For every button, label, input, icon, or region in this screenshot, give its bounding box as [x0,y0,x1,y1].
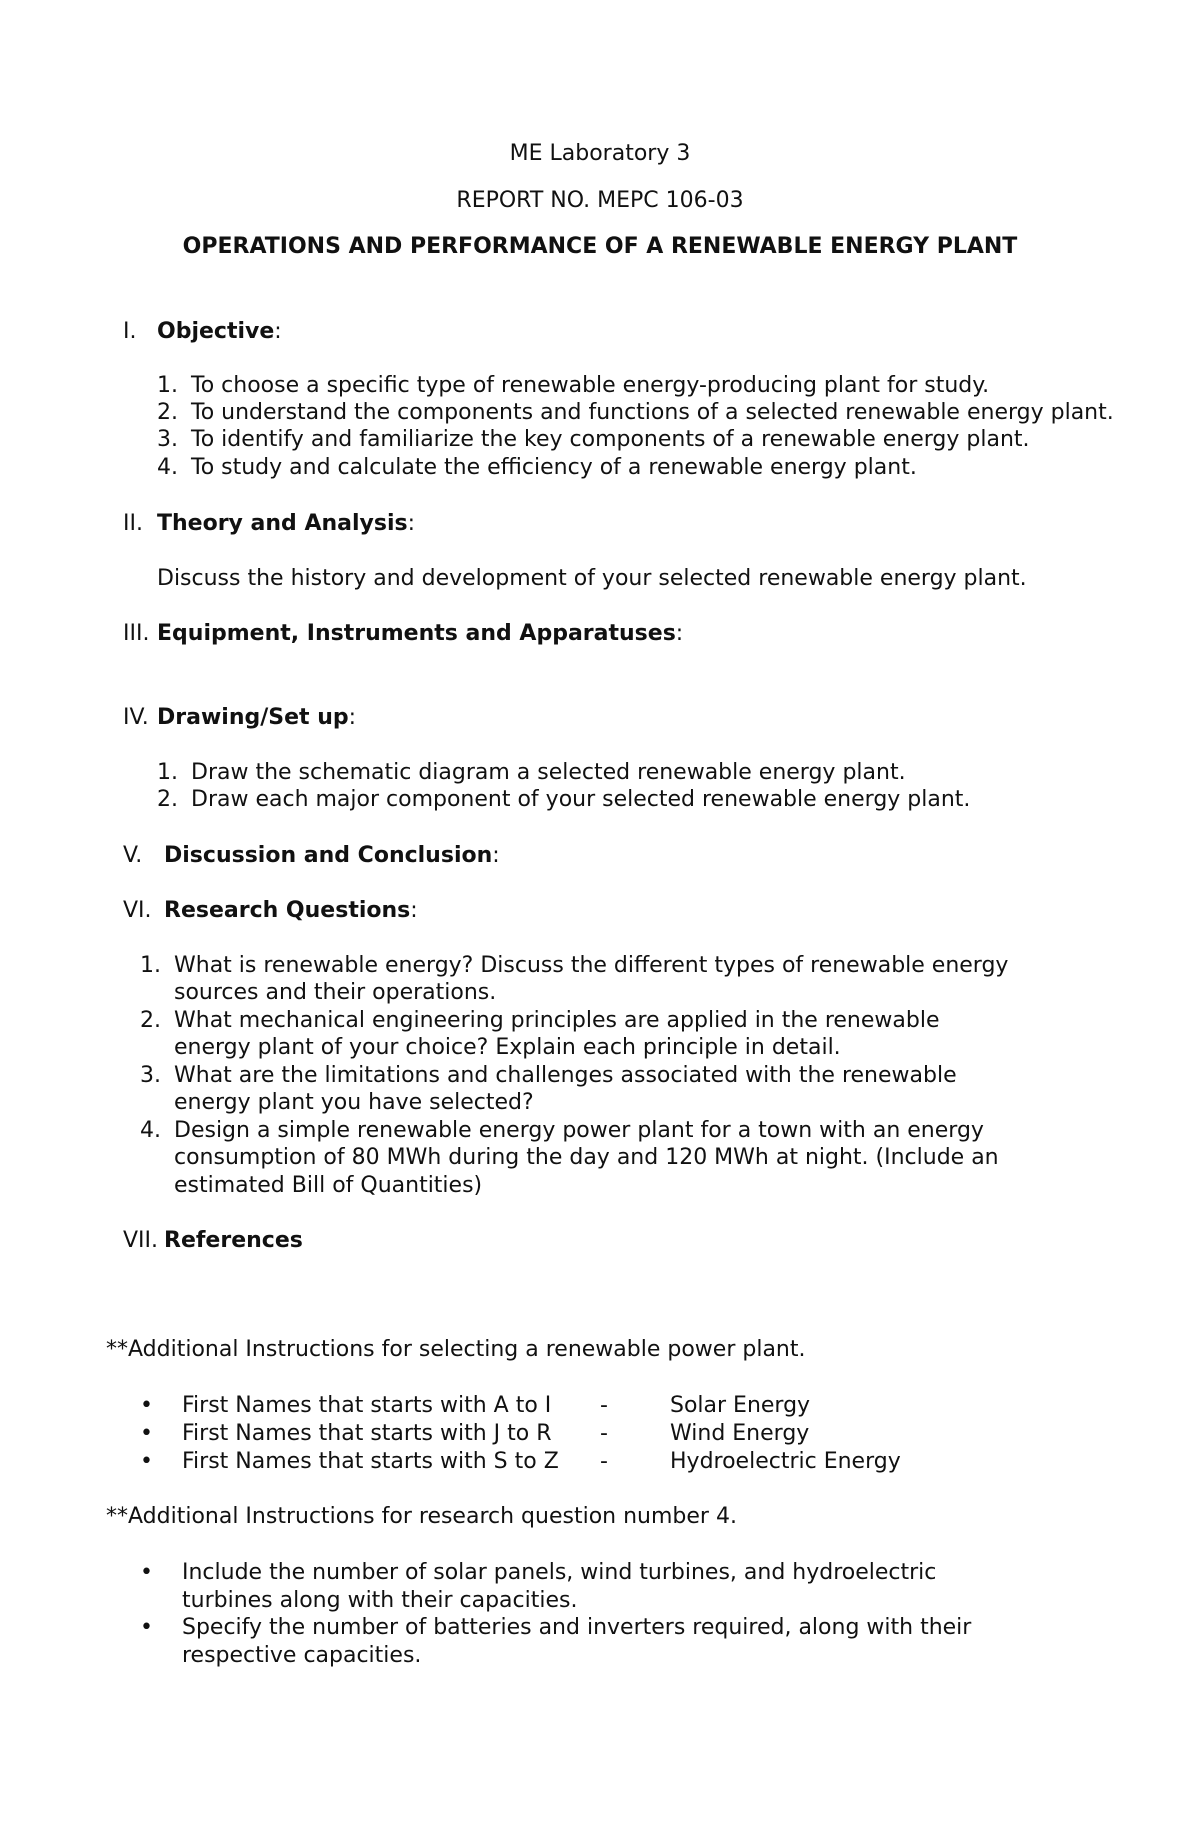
instructions-plant-row: • First Names that starts with J to R - Wind Energy [140,1421,810,1446]
section-heading: Objective [157,319,275,344]
drawing-item: 2. Draw each major component of your selected renewable energy plant. [157,787,971,812]
research-question: 4. Design a simple renewable energy power plant for a town with an energy [140,1118,984,1143]
instructions-q4-item-cont: respective capacities. [182,1643,422,1668]
section-equipment-heading: III. Equipment, Instruments and Apparatuses: [123,621,684,646]
course-title: ME Laboratory 3 [509,141,691,166]
objective-item: 3. To identify and familiarize the key components of a renewable energy plant. [157,427,1030,452]
instructions-plant-intro: **Additional Instructions for selecting a renewable power plant. [106,1337,806,1362]
document-title: OPERATIONS AND PERFORMANCE OF A RENEWABLE ENERGY PLANT [182,234,1018,259]
section-numeral: I. [123,319,137,344]
bullet-icon: • [140,1421,153,1446]
objective-item: 1. To choose a specific type of renewable energy-producing plant for study. [157,373,990,398]
instructions-plant-row: • First Names that starts with S to Z - Hydroelectric Energy [140,1449,901,1474]
instructions-q4-item: • Include the number of solar panels, wind turbines, and hydroelectric [140,1560,937,1585]
bullet-icon: • [140,1449,153,1474]
section-drawing-heading: IV. Drawing/Set up: [123,705,357,730]
research-question: 3. What are the limitations and challenges associated with the renewable [140,1063,957,1088]
research-question: 2. What mechanical engineering principles are applied in the renewable [140,1008,940,1033]
report-number: REPORT NO. MEPC 106-03 [456,188,744,213]
section-references-heading: VII. References [123,1228,303,1253]
bullet-icon: • [140,1393,153,1418]
objective-item: 2. To understand the components and functions of a selected renewable energy plant. [157,400,1114,425]
objective-item: 4. To study and calculate the efficiency of a renewable energy plant. [157,455,917,480]
research-question-cont: estimated Bill of Quantities) [174,1173,483,1198]
bullet-icon: • [140,1560,153,1585]
research-question-cont: consumption of 80 MWh during the day and 120 MWh at night. (Include an [174,1145,999,1170]
drawing-item: 1. Draw the schematic diagram a selected renewable energy plant. [157,760,906,785]
research-question-cont: energy plant you have selected? [174,1090,534,1115]
research-question-cont: sources and their operations. [174,980,497,1005]
section-research-heading: VI. Research Questions: [123,898,418,923]
section-discussion-heading: V. Discussion and Conclusion: [123,843,500,868]
instructions-plant-row: • First Names that starts with A to I - Solar Energy [140,1393,811,1418]
section-objective-heading: I. Objective: [123,319,282,344]
research-question: 1. What is renewable energy? Discuss the different types of renewable energy [140,953,1009,978]
section-theory-heading: II. Theory and Analysis: [123,511,416,536]
bullet-icon: • [140,1615,153,1640]
research-question-cont: energy plant of your choice? Explain each principle in detail. [174,1035,841,1060]
instructions-q4-item: • Specify the number of batteries and inverters required, along with their [140,1615,972,1640]
theory-body: Discuss the history and development of your selected renewable energy plant. [157,566,1027,591]
instructions-q4-intro: **Additional Instructions for research question number 4. [106,1504,737,1529]
instructions-q4-item-cont: turbines along with their capacities. [182,1588,578,1613]
